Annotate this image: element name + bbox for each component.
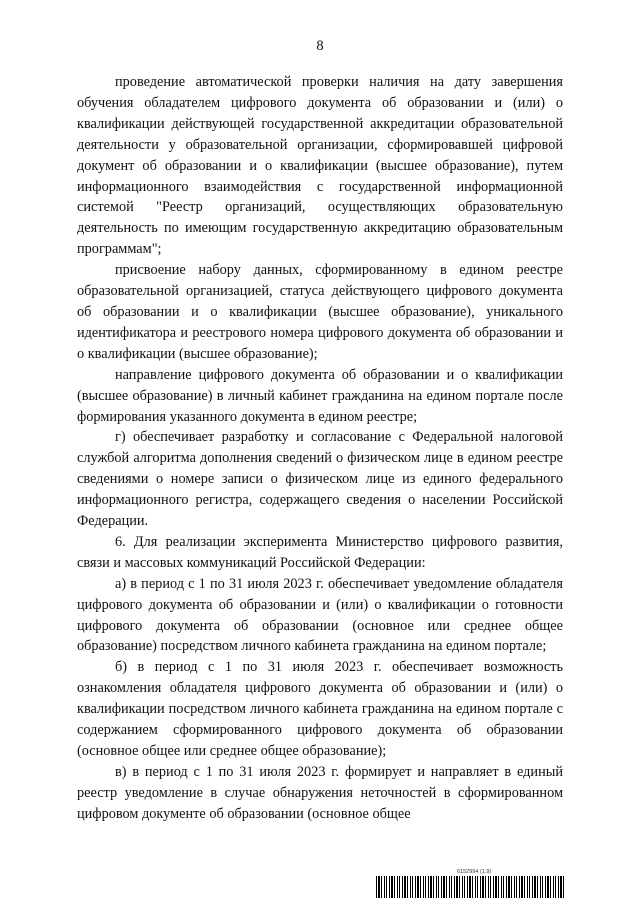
paragraph: проведение автоматической проверки наличия на дату завершения обучения обладателем цифрового документа об образовании и (или) о квалификации действующей государственной аккредитации образовательной деятельности у образовательной организации, сформировавшей цифровой документ об образовании и о квалификации (высшее образование), путем информационного взаимодействия с государственной информационной системой "Реестр организаций, осуществляющих образовательную деятельность по имеющим государственную аккредитацию образовательным программам"; [77, 74, 563, 258]
barcode-icon [376, 876, 564, 898]
paragraph: а) в период с 1 по 31 июля 2023 г. обеспечивает уведомление обладателя цифрового документа об образовании и (или) о квалификации о готовности цифрового документа об образовании (основное или среднее общее образование) посредством личного кабинета гражданина на едином портале; [77, 575, 563, 655]
page-number: 8 [316, 38, 324, 54]
paragraph: 6. Для реализации эксперимента Министерство цифрового развития, связи и массовых коммуникаций Российской Федерации: [77, 533, 563, 571]
paragraph: г) обеспечивает разработку и согласование с Федеральной налоговой службой алгоритма дополнения сведений о физическом лице в едином реестре сведениями о номере записи о физическом лице из единого федерального информационного регистра, содержащего сведения о населении Российской Федерации. [77, 429, 563, 530]
paragraph: присвоение набору данных, сформированному в едином реестре образовательной организацией, статуса действующего цифрового документа об образовании и о квалификации (высшее образование), уникального идентификатора и реестрового номера цифрового документа об образовании и о квалификации (высшее образование); [77, 262, 563, 362]
paragraph: направление цифрового документа об образовании и о квалификации (высшее образование) в личный кабинет гражданина на едином портале после формирования указанного документа в едином реестре; [77, 366, 563, 425]
barcode-caption: 6152994 (1.9) [457, 869, 492, 875]
paragraph: в) в период с 1 по 31 июля 2023 г. формирует и направляет в единый реестр уведомление в случае обнаружения неточностей в сформированном цифровом документе об образовании (основное общее [77, 763, 563, 822]
paragraph: б) в период с 1 по 31 июля 2023 г. обеспечивает возможность ознакомления обладателя цифрового документа об образовании и (или) о квалификации посредством личного кабинета гражданина на едином портале с содержанием сформированного цифрового документа об образовании (основное общее или среднее общее образование); [77, 659, 563, 759]
document-body [77, 72, 563, 825]
